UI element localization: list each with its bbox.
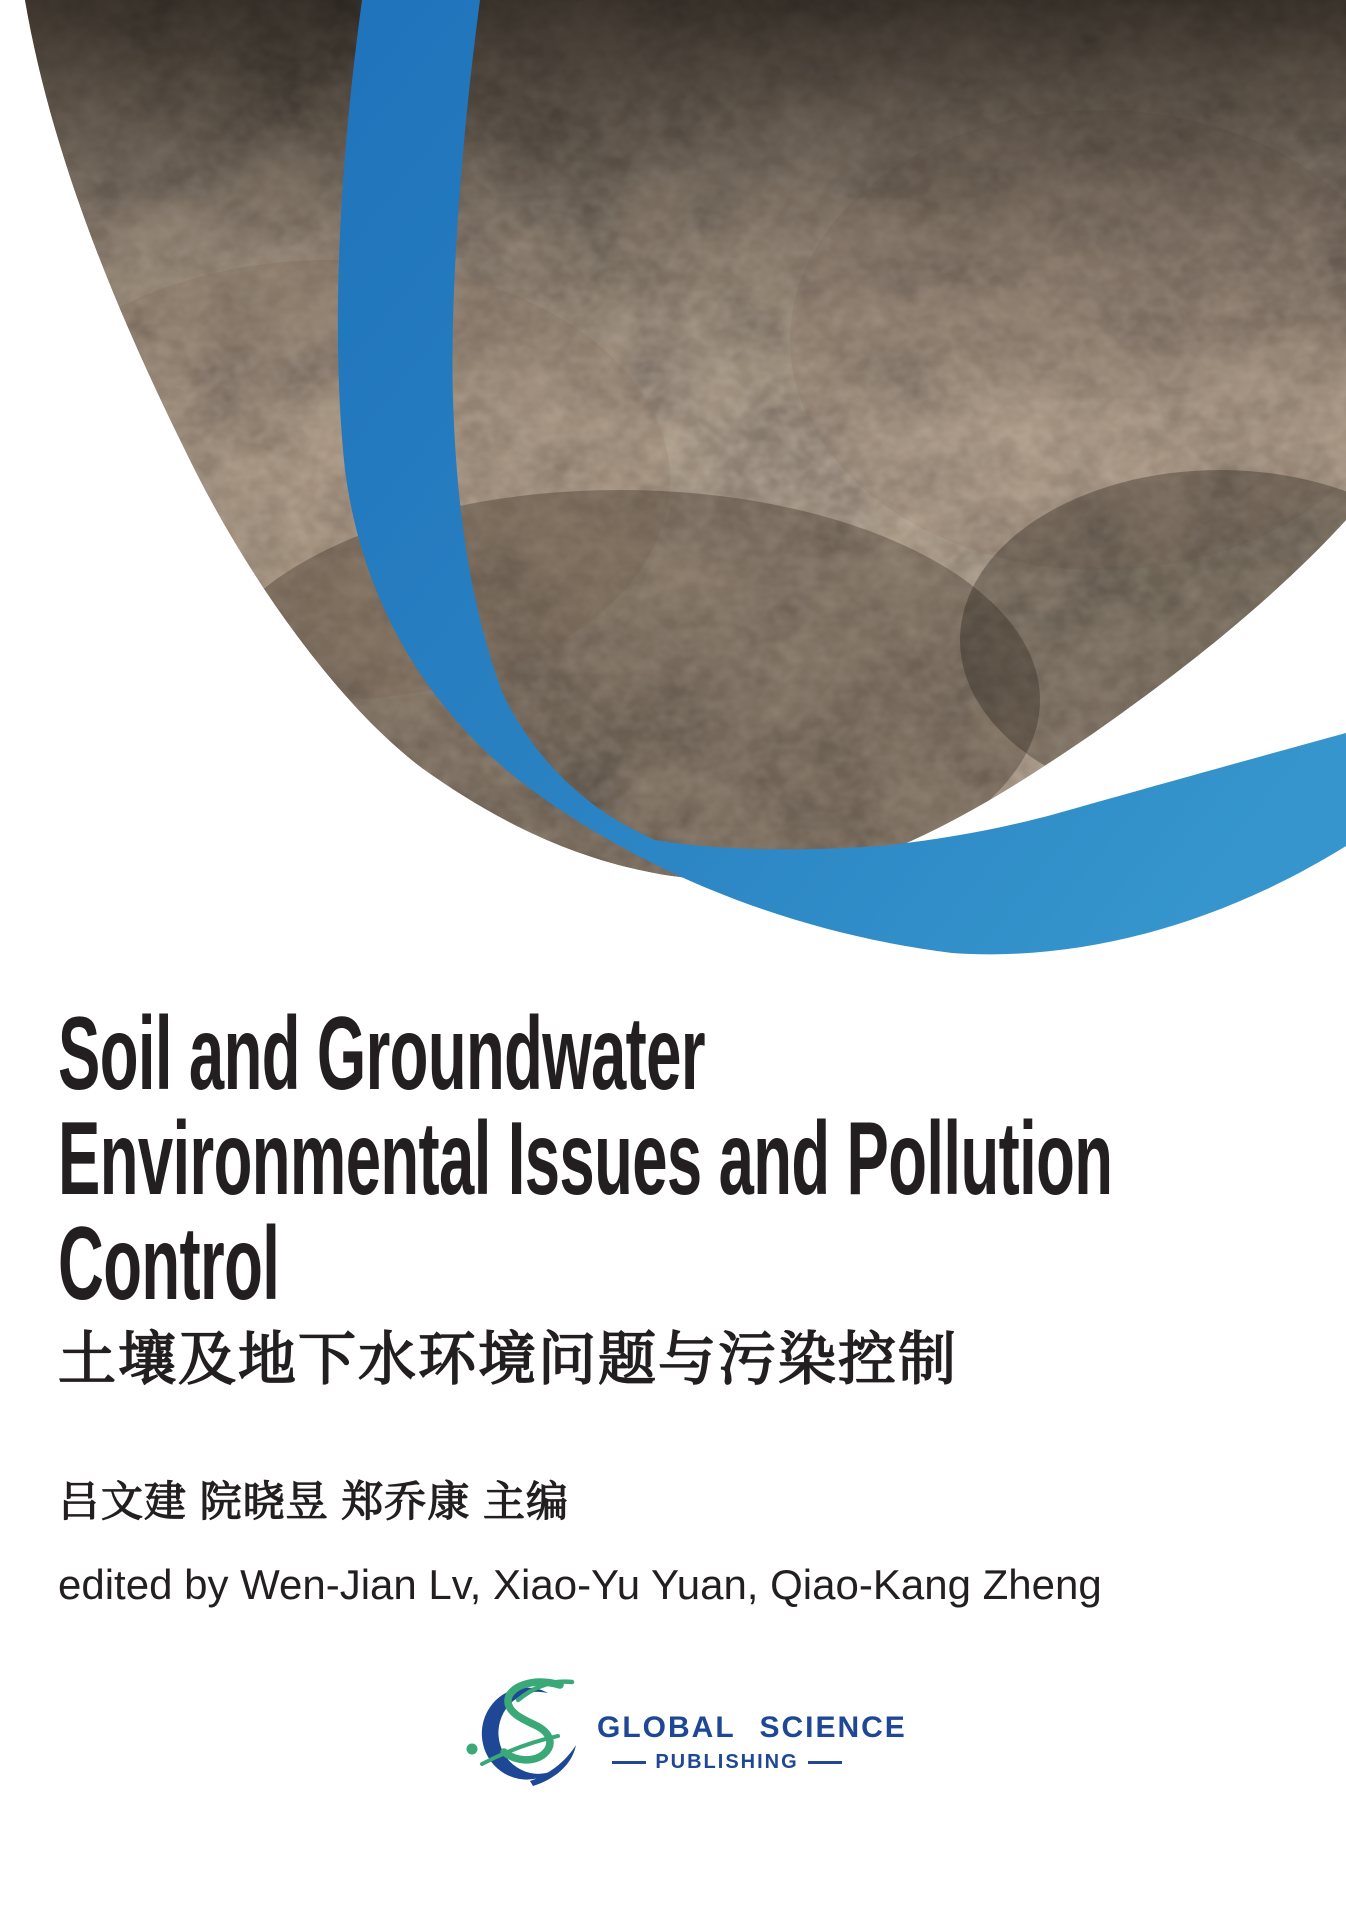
logo-green-dot <box>467 1744 478 1755</box>
soil-photo <box>0 0 1346 920</box>
title-line-3: Control <box>58 1206 280 1322</box>
title-line-2: Environmental Issues and Pollution <box>58 1101 1113 1217</box>
publisher-division: PUBLISHING <box>655 1751 799 1773</box>
publisher-name: GLOBAL SCIENCE <box>597 1711 907 1744</box>
dash-left <box>612 1761 646 1764</box>
editors-chinese: 吕文建 院晓昱 郑乔康 主编 <box>58 1478 570 1525</box>
publisher-wordmark <box>597 1711 907 1773</box>
title-line-1: Soil and Groundwater <box>58 996 705 1112</box>
subtitle-chinese: 土壤及地下水环境问题与污染控制 <box>58 1327 959 1392</box>
publisher-logo-icon <box>455 1666 585 1801</box>
editors-english: edited by Wen-Jian Lv, Xiao-Yu Yuan, Qiao-Kang Zheng <box>58 1561 1102 1608</box>
logo-blue-swoosh <box>530 1745 576 1786</box>
publisher-division-row <box>597 1751 857 1773</box>
dash-right <box>808 1761 842 1764</box>
title-block <box>58 996 1346 1322</box>
